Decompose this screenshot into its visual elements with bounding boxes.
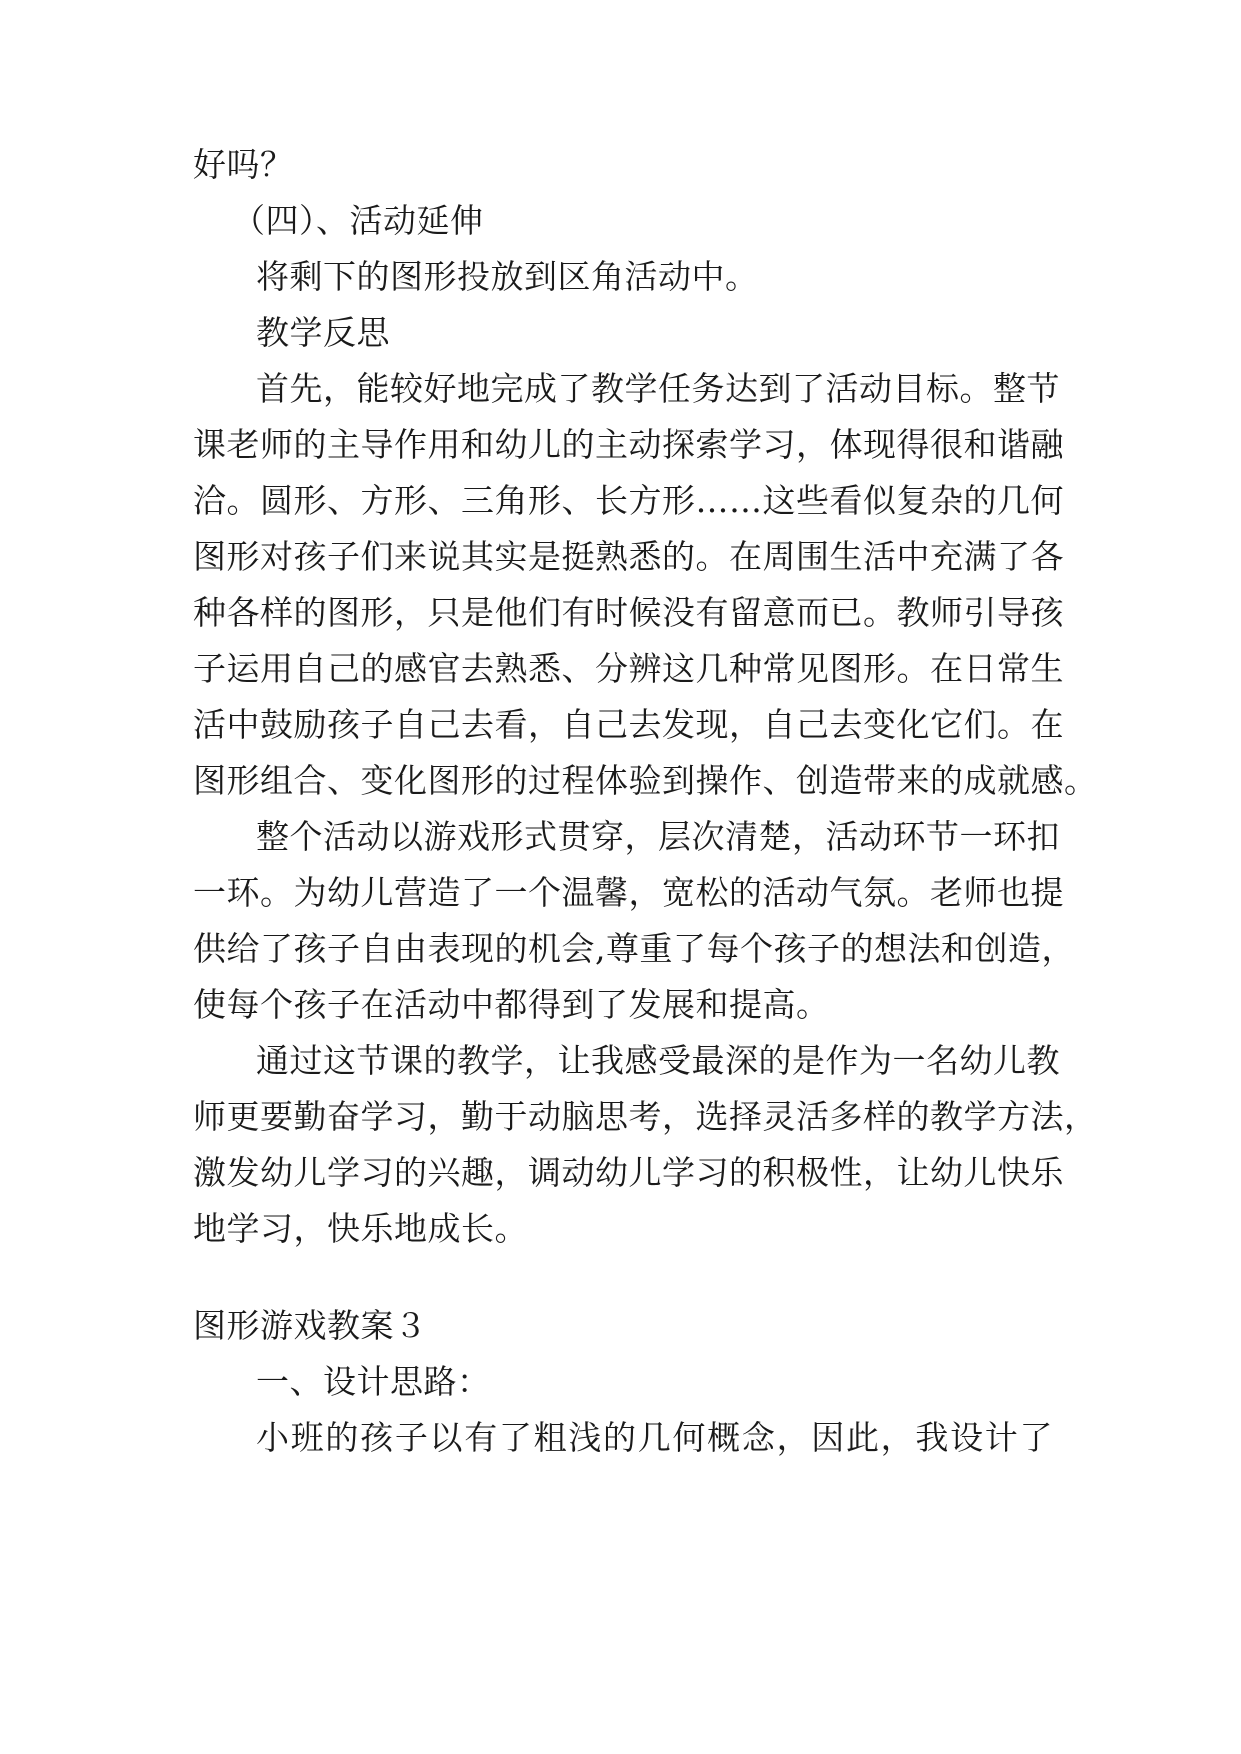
paragraph-line: 地学习，快乐地成长。 [193,1209,528,1248]
paragraph-line: 一环。为幼儿营造了一个温馨，宽松的活动气氛。老师也提 [193,873,1064,912]
paragraph-line: 使每个孩子在活动中都得到了发展和提高。 [193,985,830,1024]
paragraph-line: 整个活动以游戏形式贯穿，层次清楚，活动环节一环扣 [256,817,1060,856]
section-heading: 一、设计思路： [256,1362,491,1401]
section-heading: 教学反思 [256,313,390,352]
document-title: 图形游戏教案３ [193,1306,428,1345]
paragraph-line: 供给了孩子自由表现的机会,尊重了每个孩子的想法和创造， [193,929,1075,968]
paragraph-line: 通过这节课的教学，让我感受最深的是作为一名幼儿教 [256,1041,1060,1080]
paragraph-line: 种各样的图形，只是他们有时候没有留意而已。教师引导孩 [193,593,1064,632]
paragraph-line: 子运用自己的感官去熟悉、分辨这几种常见图形。在日常生 [193,649,1064,688]
paragraph-line: 激发幼儿学习的兴趣，调动幼儿学习的积极性，让幼儿快乐 [193,1153,1064,1192]
paragraph-line: 小班的孩子以有了粗浅的几何概念，因此，我设计了 [256,1418,1053,1457]
text-line: 好吗？ [193,145,294,184]
paragraph-line: 洽。圆形、方形、三角形、长方形……这些看似复杂的几何 [193,481,1064,520]
paragraph-line: 首先，能较好地完成了教学任务达到了活动目标。整节 [256,369,1060,408]
paragraph-line: 图形对孩子们来说其实是挺熟悉的。在周围生活中充满了各 [193,537,1064,576]
section-heading: （四）、活动延伸 [232,201,484,240]
paragraph-line: 课老师的主导作用和幼儿的主动探索学习，体现得很和谐融 [193,425,1064,464]
paragraph-line: 活中鼓励孩子自己去看，自己去发现，自己去变化它们。在 [193,705,1064,744]
paragraph-line: 图形组合、变化图形的过程体验到操作、创造带来的成就感。 [193,761,1098,800]
paragraph-line: 师更要勤奋学习，勤于动脑思考，选择灵活多样的教学方法， [193,1097,1098,1136]
text-line: 将剩下的图形投放到区角活动中。 [256,257,759,296]
